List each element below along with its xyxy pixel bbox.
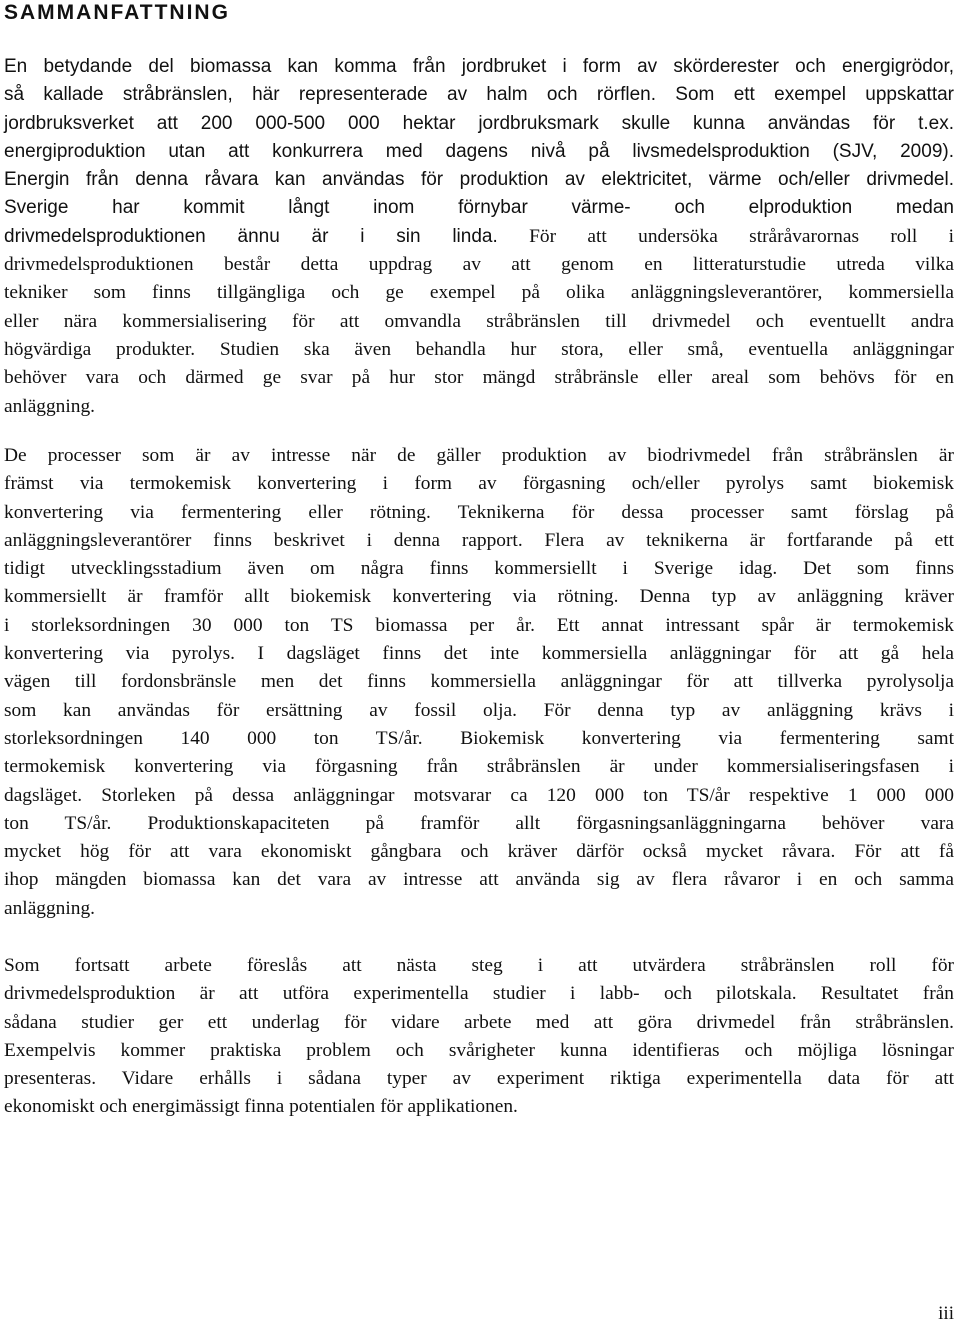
text-line: högvärdiga produkter. Studien ska även behandla hur stora, eller små, eventuella anläggningar	[4, 338, 954, 360]
text-line	[4, 223, 954, 251]
text-line: Energin från denna råvara kan användas för produktion av elektricitet, värme och/eller drivmedel.	[4, 169, 954, 191]
text-line: De processer som är av intresse när de gäller produktion av biodrivmedel från stråbränslen är	[4, 445, 954, 466]
text-line: ihop mängden biomassa kan det vara av intresse att använda sig av flera råvaror i en och samma	[4, 869, 954, 891]
page-number: iii	[938, 1303, 954, 1324]
text-line: anläggningsleverantörer finns beskrivet i denna rapport. Flera av teknikerna är fortfarande på ett	[4, 529, 954, 551]
text-line: konvertering via pyrolys. I dagsläget finns det inte kommersiella anläggningar för att gå hela	[4, 643, 954, 665]
text-line: drivmedelsproduktion är att utföra experimentella studier i labb- och pilotskala. Resultatet från	[4, 983, 954, 1005]
text-line: i storleksordningen 30 000 ton TS biomassa per år. Ett annat intressant spår är termokemisk	[4, 614, 954, 636]
text-line: storleksordningen 140 000 ton TS/år. Biokemisk konvertering via fermentering samt	[4, 727, 954, 749]
text-line: Sverige har kommit långt inom förnybar värme- och elproduktion medan	[4, 197, 954, 219]
text-line: ekonomiskt och energimässigt finna potentialen för applikationen.	[4, 1096, 518, 1118]
text-line: konvertering via fermentering eller rötning. Teknikerna för dessa processer samt förslag på	[4, 501, 954, 523]
text-line: behöver vara och därmed ge svar på hur stor mängd stråbränsle eller areal som behövs för en	[4, 367, 954, 389]
text-line: Som fortsatt arbete föreslås att nästa steg i att utvärdera stråbränslen roll för	[4, 955, 954, 976]
text-line: jordbruksverket att 200 000-500 000 hektar jordbruksmark skulle kunna användas för t.ex.	[4, 112, 954, 134]
summary-paragraph-2	[4, 442, 954, 923]
text-line: tekniker som finns tillgängliga och ge exempel på olika anläggningsleverantörer, kommersiella	[4, 282, 954, 304]
text-line: drivmedelsproduktionen består detta uppdrag av att genom en litteraturstudie utreda vilka	[4, 254, 954, 276]
text-line: kommersiellt är framför allt biokemisk konvertering via rötning. Denna typ av anläggning kräver	[4, 586, 954, 608]
text-line: En betydande del biomassa kan komma från jordbruket i form av skörderester och energigrödor,	[4, 56, 954, 77]
text-line: anläggning.	[4, 395, 96, 417]
text-line: ton TS/år. Produktionskapaciteten på framför allt förgasningsanläggningarna behöver vara	[4, 812, 954, 834]
summary-paragraph-1	[4, 53, 954, 421]
text-line: termokemisk konvertering via förgasning från stråbränslen är under kommersialiseringsfasen i	[4, 756, 954, 778]
text-line: presenteras. Vidare erhålls i sådana typer av experiment riktiga experimentella data för att	[4, 1068, 954, 1090]
text-line: Exempelvis kommer praktiska problem och svårigheter kunna identifieras och möjliga lösningar	[4, 1039, 954, 1061]
text-line: sådana studier ger ett underlag för vidare arbete med att göra drivmedel från stråbränslen.	[4, 1011, 954, 1033]
text-line: anläggning.	[4, 897, 96, 919]
text-line: tidigt utvecklingsstadium även om några finns kommersiellt i Sverige idag. Det som finns	[4, 558, 954, 580]
text-line: eller nära kommersialisering för att omvandla stråbränslen till drivmedel och eventuellt andra	[4, 310, 954, 332]
text-line: vägen till fordonsbränsle men det finns kommersiella anläggningar för att tillverka pyrolysolja	[4, 671, 954, 693]
text-line-segment: För att undersöka stråråvarornas roll i	[497, 225, 955, 247]
text-line: som kan användas för ersättning av fossil olja. För denna typ av anläggning krävs i	[4, 699, 954, 721]
summary-paragraph-3	[4, 952, 954, 1122]
section-heading: SAMMANFATTNING	[4, 1, 230, 24]
text-line: främst via termokemisk konvertering i form av förgasning och/eller pyrolys samt biokemisk	[4, 473, 954, 495]
text-line: energiproduktion utan att konkurrera med dagens nivå på livsmedelsproduktion (SJV, 2009).	[4, 140, 954, 162]
text-line: dagsläget. Storleken på dessa anläggningar motsvarar ca 120 000 ton TS/år respektive 1 000 000	[4, 784, 954, 806]
text-line: mycket hög för att vara ekonomiskt gångbara och kräver därför också mycket råvara. För att få	[4, 841, 954, 863]
text-line-segment: drivmedelsproduktionen ännu är i sin linda.	[4, 225, 498, 247]
text-line: så kallade stråbränslen, här representerade av halm och rörflen. Som ett exempel uppskattar	[4, 84, 954, 106]
